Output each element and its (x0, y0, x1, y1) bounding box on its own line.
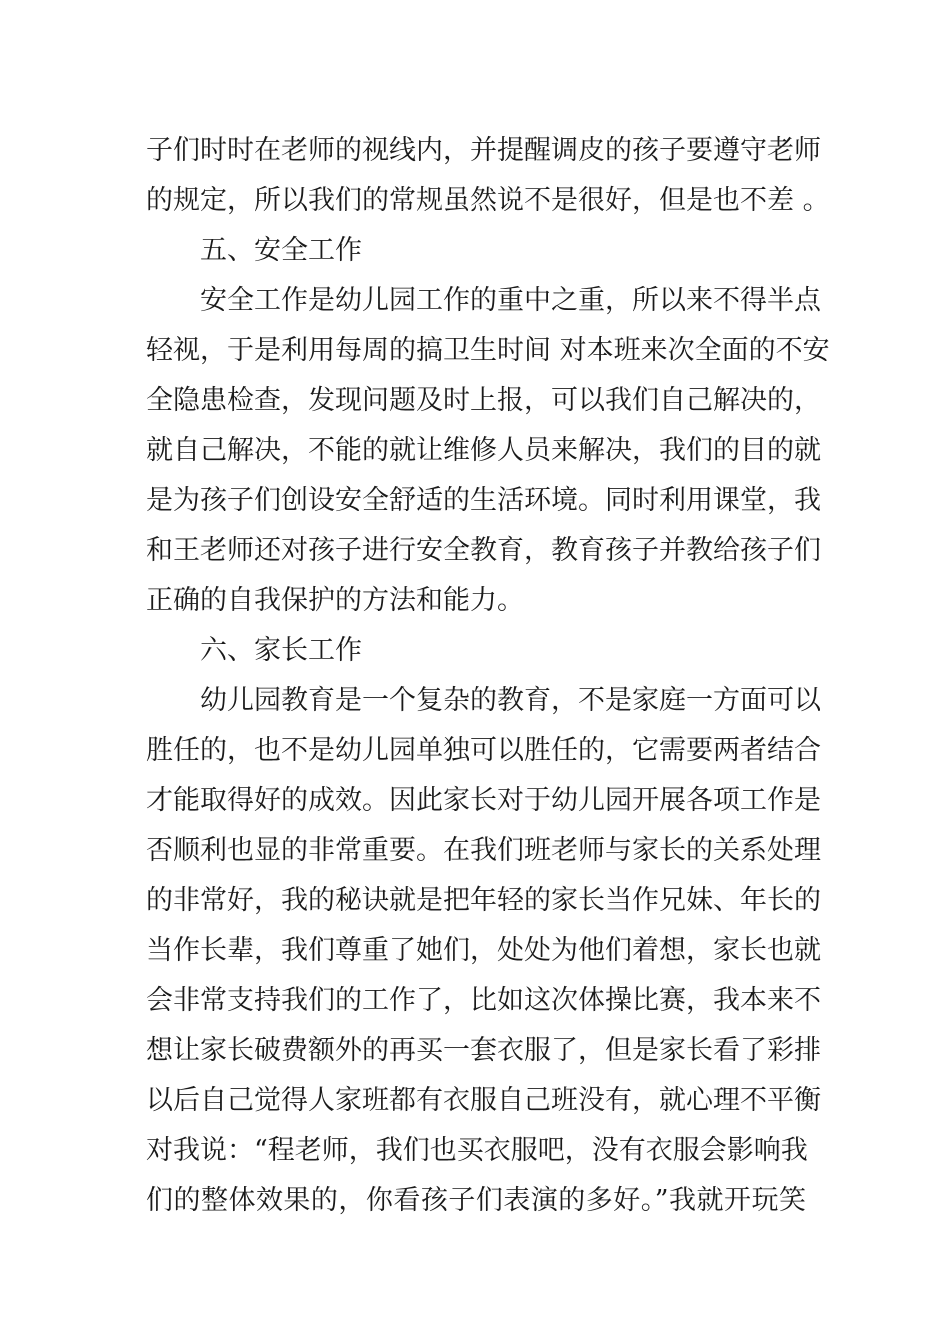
body-text-line: 们的整体效果的，你看孩子们表演的多好。”我就开玩笑 (146, 1185, 806, 1216)
body-text-line: 的非常好，我的秘诀就是把年轻的家长当作兄妹、年长的 (146, 885, 821, 916)
body-text-line: 胜任的，也不是幼儿园单独可以胜任的，它需要两者结合 (146, 735, 821, 766)
body-text-line: 全隐患检查，发现问题及时上报，可以我们自己解决的， (146, 385, 821, 416)
section-heading-parents: 六、家长工作 (200, 635, 362, 666)
paragraph-first-line: 安全工作是幼儿园工作的重中之重，所以来不得半点 (200, 285, 821, 316)
body-text-line: 以后自己觉得人家班都有衣服自己班没有，就心理不平衡 (146, 1085, 821, 1116)
body-text-line: 子们时时在老师的视线内，并提醒调皮的孩子要遵守老师 (146, 135, 821, 166)
body-text-line: 对我说：“程老师，我们也买衣服吧，没有衣服会影响我 (146, 1135, 808, 1166)
paragraph-first-line: 幼儿园教育是一个复杂的教育，不是家庭一方面可以 (200, 685, 821, 716)
body-text-line: 就自己解决，不能的就让维修人员来解决，我们的目的就 (146, 435, 821, 466)
body-text-line: 才能取得好的成效。因此家长对于幼儿园开展各项工作是 (146, 785, 821, 816)
body-text-line: 想让家长破费额外的再买一套衣服了，但是家长看了彩排 (146, 1035, 821, 1066)
body-text-line: 是为孩子们创设安全舒适的生活环境。同时利用课堂，我 (146, 485, 821, 516)
body-text-line: 正确的自我保护的方法和能力。 (146, 585, 524, 616)
body-text-line: 会非常支持我们的工作了，比如这次体操比赛，我本来不 (146, 985, 821, 1016)
body-text-line: 否顺利也显的非常重要。在我们班老师与家长的关系处理 (146, 835, 821, 866)
body-text-line: 的规定，所以我们的常规虽然说不是很好，但是也不差 。 (146, 185, 830, 216)
section-heading-safety: 五、安全工作 (200, 235, 362, 266)
body-text-line: 和王老师还对孩子进行安全教育，教育孩子并教给孩子们 (146, 535, 821, 566)
body-text-line: 轻视，于是利用每周的搞卫生时间 对本班来次全面的不安 (146, 335, 830, 366)
body-text-line: 当作长辈，我们尊重了她们，处处为他们着想，家长也就 (146, 935, 821, 966)
